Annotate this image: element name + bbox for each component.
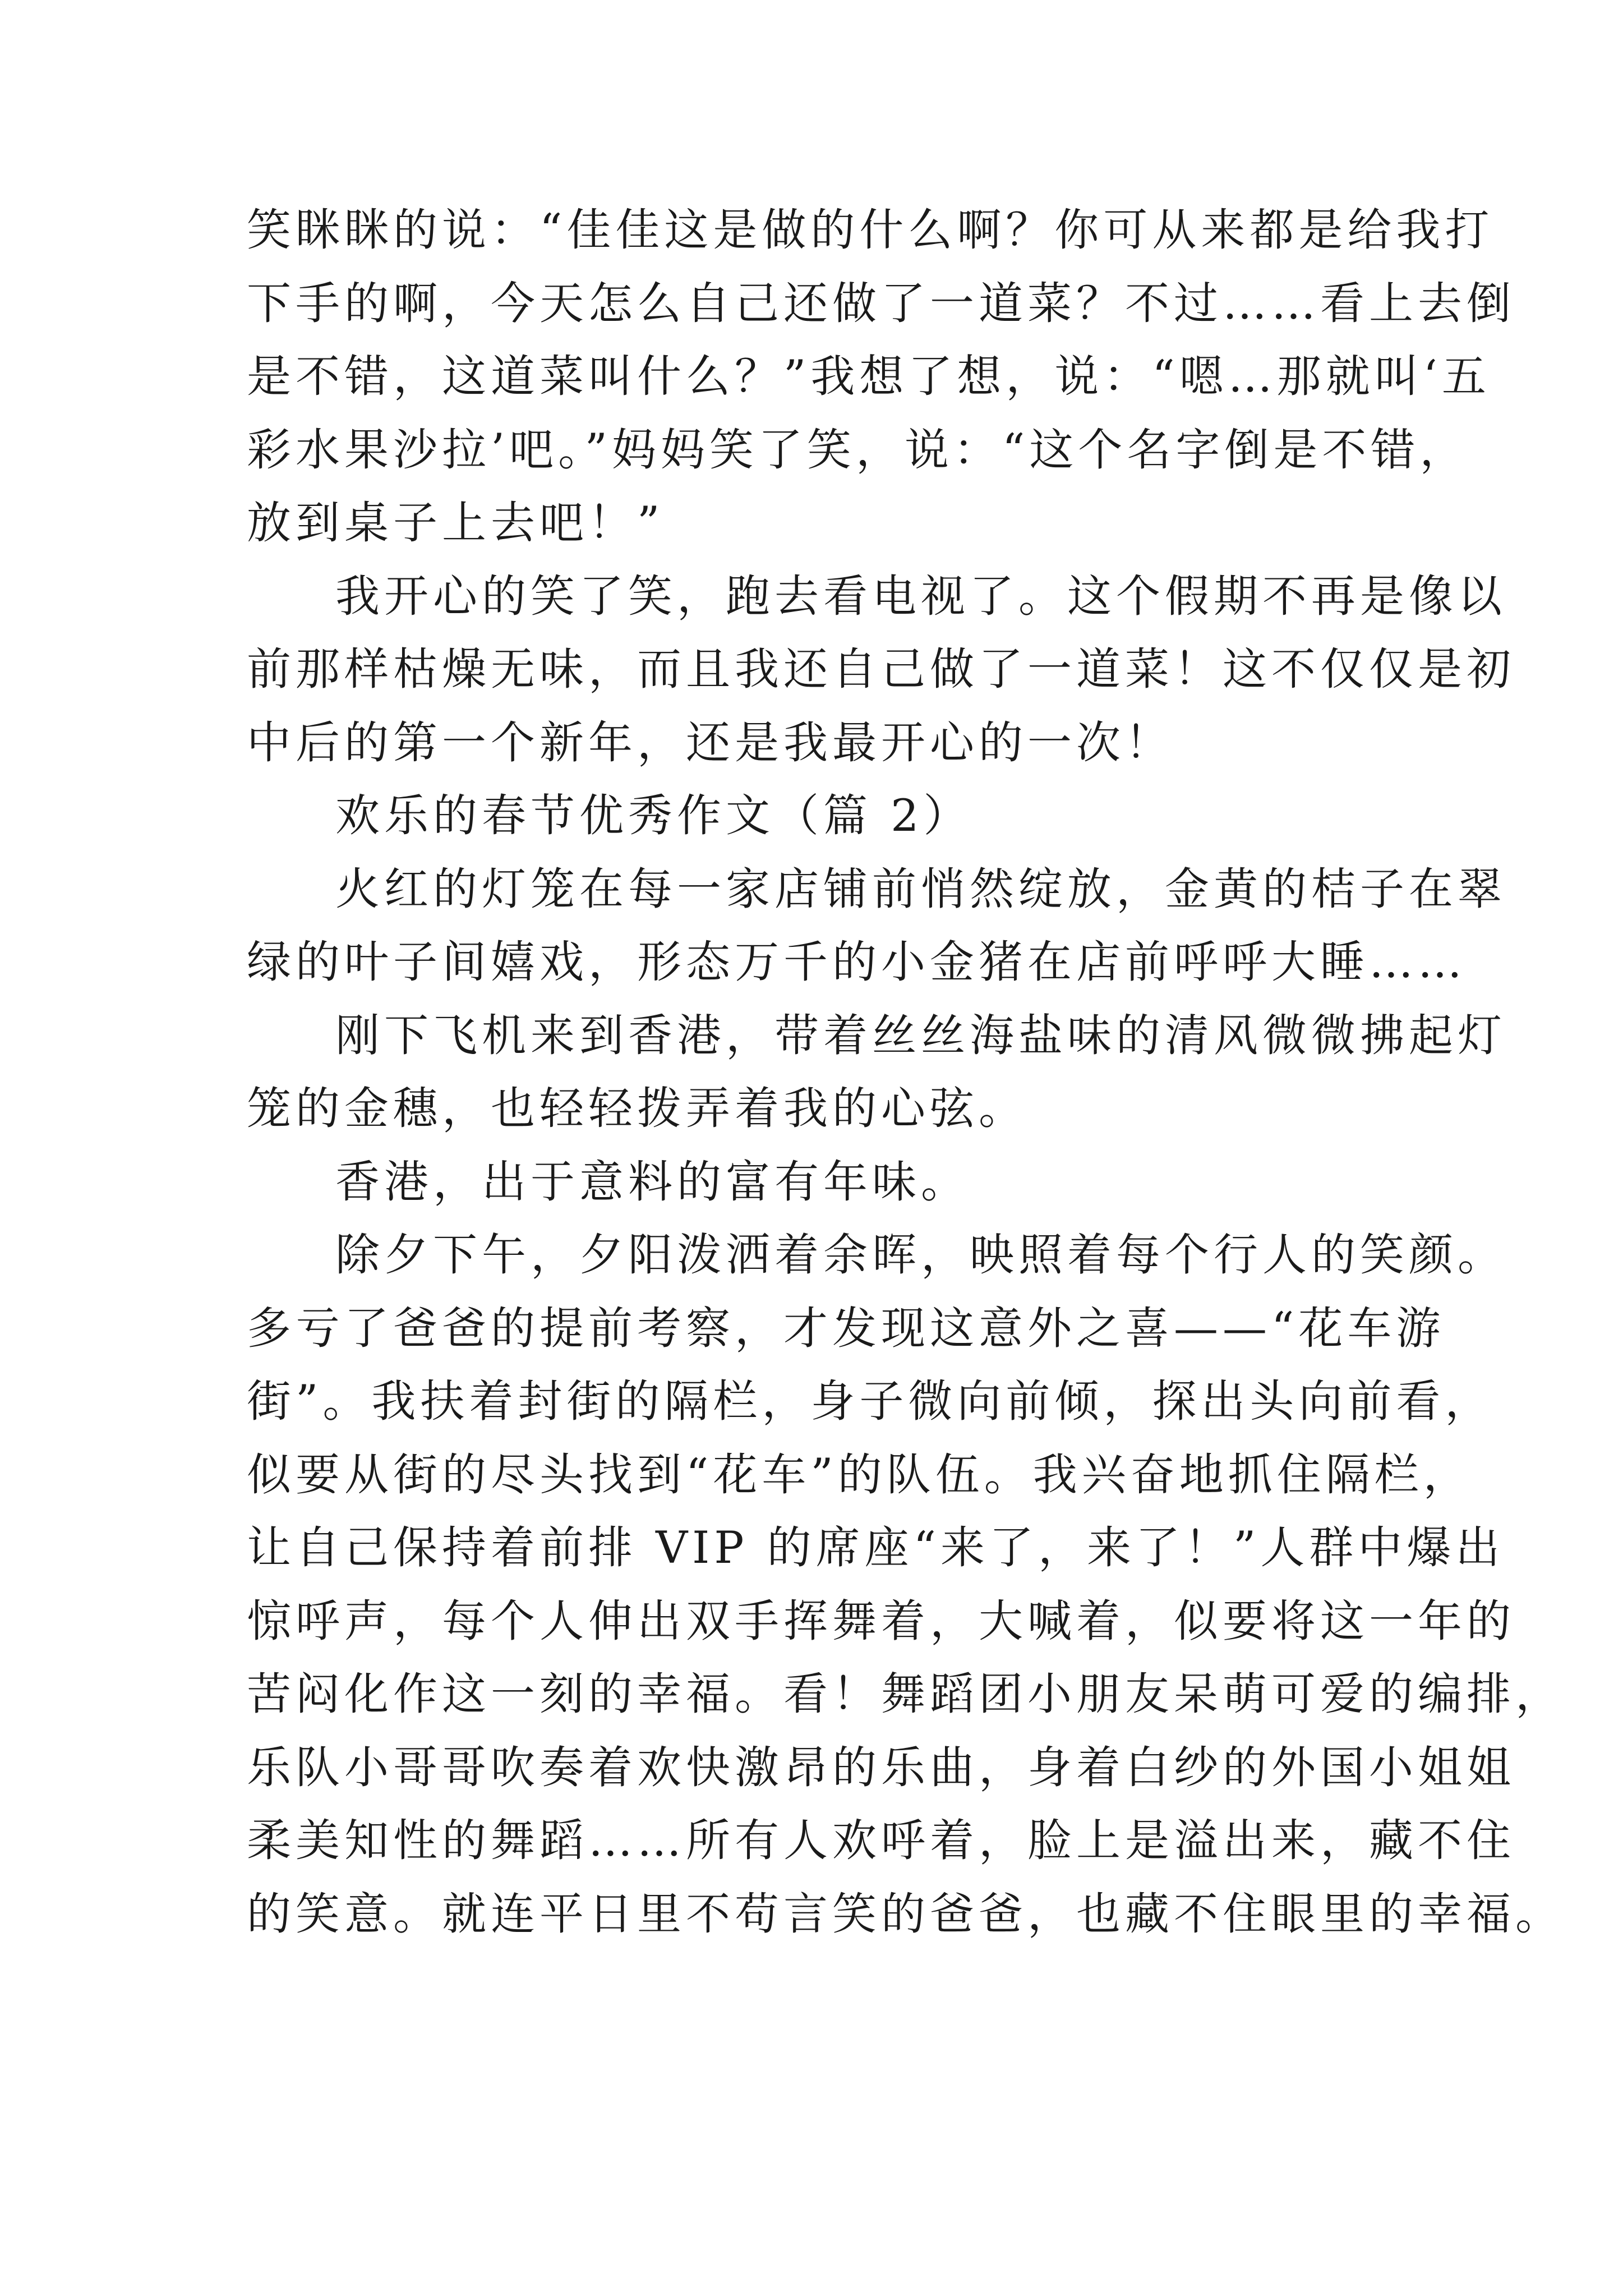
text-line-7: 前那样枯燥无味，而且我还自己做了一道菜！这不仅仅是初 xyxy=(247,643,1515,695)
text-line-4: 彩水果沙拉’吧。”妈妈笑了笑，说：“这个名字倒是不错， xyxy=(247,424,1469,476)
text-line-8: 中后的第一个新年，还是我最开心的一次！ xyxy=(247,716,1174,769)
text-line-14: 香港，出于意料的富有年味。 xyxy=(335,1156,970,1208)
text-line-17: 街”。我扶着封街的隔栏，身子微向前倾，探出头向前看， xyxy=(247,1375,1494,1427)
text-line-19: 让自己保持着前排 VIP 的席座“来了，来了！”人群中爆出 xyxy=(247,1522,1505,1573)
text-line-11: 绿的叶子间嬉戏，形态万千的小金猪在店前呼呼大睡…… xyxy=(247,936,1467,988)
text-line-1: 笑眯眯的说：“佳佳这是做的什么啊？你可从来都是给我打 xyxy=(247,204,1494,256)
section-heading: 欢乐的春节优秀作文（篇 2） xyxy=(335,790,972,841)
text-line-10: 火红的灯笼在每一家店铺前悄然绽放，金黄的桔子在翠 xyxy=(335,863,1506,915)
text-line-13: 笼的金穗，也轻轻拨弄着我的心弦。 xyxy=(247,1083,1027,1134)
text-line-15: 除夕下午，夕阳泼洒着余晖，映照着每个行人的笑颜。 xyxy=(335,1229,1506,1281)
text-line-21: 苦闷化作这一刻的幸福。看！舞蹈团小朋友呆萌可爱的编排， xyxy=(247,1668,1564,1720)
text-line-3: 是不错，这道菜叫什么？”我想了想，说：“嗯…那就叫‘五 xyxy=(247,351,1491,402)
text-line-20: 惊呼声，每个人伸出双手挥舞着，大喊着，似要将这一年的 xyxy=(247,1595,1515,1647)
text-line-22: 乐队小哥哥吹奏着欢快激昂的乐曲，身着白纱的外国小姐姐 xyxy=(247,1741,1515,1793)
text-line-24: 的笑意。就连平日里不苟言笑的爸爸，也藏不住眼里的幸福。 xyxy=(247,1888,1564,1940)
text-line-16: 多亏了爸爸的提前考察，才发现这意外之喜——“花车游 xyxy=(247,1302,1445,1354)
essay-body xyxy=(247,194,1564,1950)
text-line-2: 下手的啊，今天怎么自己还做了一道菜？不过……看上去倒 xyxy=(247,277,1515,329)
text-line-23: 柔美知性的舞蹈……所有人欢呼着，脸上是溢出来，藏不住 xyxy=(247,1815,1515,1866)
text-line-18: 似要从街的尽头找到“花车”的队伍。我兴奋地抓住隔栏， xyxy=(247,1448,1472,1501)
text-line-12: 刚下飞机来到香港，带着丝丝海盐味的清风微微拂起灯 xyxy=(335,1009,1506,1061)
text-line-5: 放到桌子上去吧！” xyxy=(247,497,665,549)
text-line-6: 我开心的笑了笑，跑去看电视了。这个假期不再是像以 xyxy=(335,570,1506,622)
